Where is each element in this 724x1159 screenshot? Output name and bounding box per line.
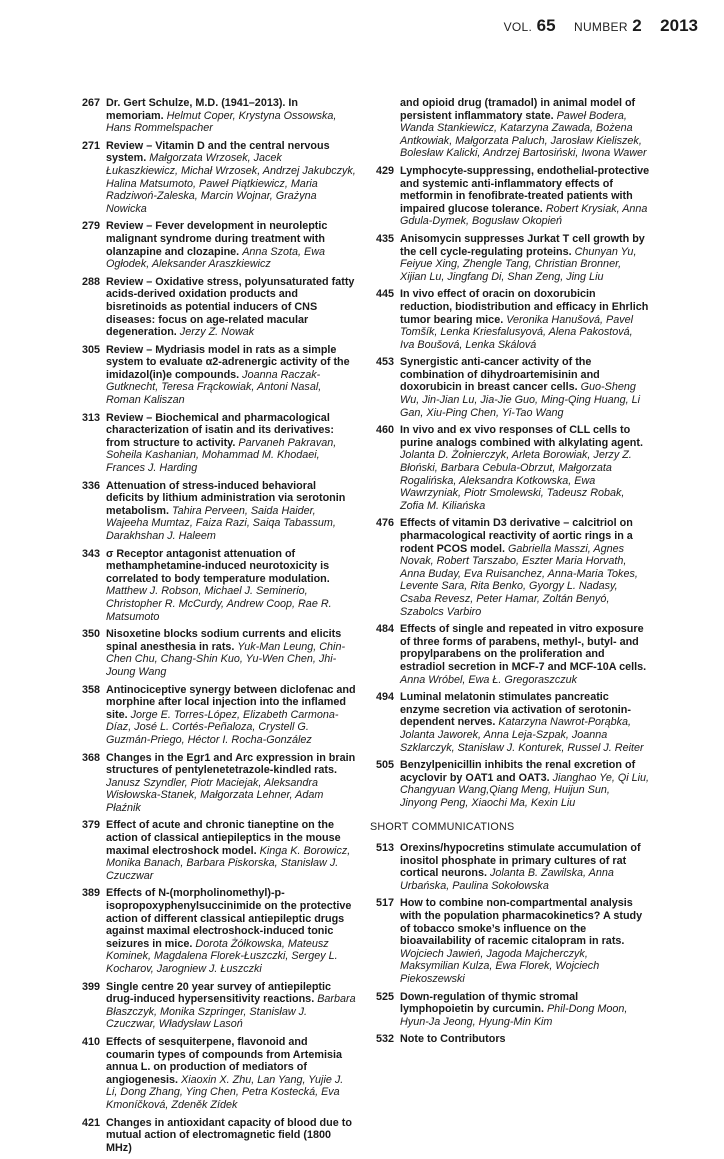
- toc-entry-text: [106, 684, 356, 747]
- article-authors: Joanna Raczak-Gutknecht, Teresa Frąckowiak, Antoni Nasal, Roman Kaliszan: [106, 368, 322, 407]
- toc-entry: [372, 759, 650, 809]
- toc-entry-text: [106, 887, 356, 975]
- toc-page-number: 445: [375, 288, 394, 301]
- article-title: Orexins/hypocretins stimulate accumulation of inositol phosphate in primary cultures of rat cortical neurons.: [400, 842, 641, 880]
- toc-entry: [78, 140, 356, 216]
- article-authors: Xiaoxin X. Zhu, Lan Yang, Yujie J. Li, Dong Zhang, Ying Chen, Petra Kostecká, Eva Kmoníčková, Zdeněk Zídek: [106, 1073, 344, 1111]
- number-label: NUMBER: [573, 20, 628, 34]
- toc-entry-text: [400, 691, 650, 754]
- toc-entry: [78, 819, 356, 882]
- toc-entry: [78, 480, 356, 543]
- article-authors: Małgorzata Wrzosek, Jacek Łukaszkiewicz, Michał Wrzosek, Andrzej Jakubczyk, Halina Matsumoto, Paweł Piątkiewicz, Maria Radziwoń-Zaleska, Marcin Wojnar, Grażyna Nowicka: [106, 152, 356, 215]
- toc-entry-text: [400, 991, 650, 1029]
- article-authors: Jolanta D. Żołnierczyk, Arleta Borowiak, Jerzy Z. Błoński, Barbara Cebula-Obrzut, Małgorzata Rogalińska, Aleksandra Kotkowska, Ewa Wawrzyniak, Piotr Smolewski, Tadeusz Robak, Zofia M. Kiliańska: [400, 449, 632, 512]
- issue-number: 2: [632, 16, 642, 35]
- article-title: Down-regulation of thymic stromal lymphopoietin by curcumin.: [400, 990, 579, 1016]
- toc-entry-text: [106, 276, 356, 339]
- article-title: Antinociceptive synergy between diclofenac and morphine after local injection into the inflamed site.: [106, 683, 356, 721]
- toc-entry-text: [400, 165, 650, 228]
- article-authors: Dorota Żółkowska, Mateusz Kominek, Magdalena Florek-Łuszczki, Sergey L. Kocharov, Jarogniew J. Łuszczki: [106, 937, 338, 975]
- toc-page-number: 399: [81, 980, 100, 993]
- toc-entry-text: [106, 819, 356, 882]
- article-authors: Barbara Błaszczyk, Monika Szpringer, Stanisław J. Czuczwar, Władysław Lasoń: [106, 993, 356, 1031]
- toc-page-number: 358: [81, 683, 100, 696]
- article-title: Review – Mydriasis model in rats as a simple system to evaluate α2-adrenergic activity of the imidazol(in)e compounds.: [106, 343, 350, 381]
- toc-page-number: 271: [81, 139, 100, 152]
- article-authors: Katarzyna Nawrot-Porąbka, Jolanta Jaworek, Anna Leja-Szpak, Joanna Szklarczyk, Stanisław J. Konturek, Russel J. Reiter: [400, 716, 644, 754]
- article-title: Review – Fever development in neuroleptic malignant syndrome during treatment with olanzapine and clozapine.: [106, 220, 328, 258]
- toc-entry-text: [400, 842, 650, 892]
- toc-entry: [372, 97, 650, 160]
- article-title: Anisomycin suppresses Jurkat T cell growth by the cell cycle-regulating proteins.: [400, 232, 645, 258]
- volume-number: 65: [536, 16, 556, 35]
- toc-page-number: 453: [375, 356, 394, 369]
- toc-entry-text: [106, 480, 356, 543]
- toc-page-number: 305: [81, 343, 100, 356]
- toc-entry-text: [106, 412, 356, 475]
- article-authors: Chunyan Yu, Feiyue Xing, Zhengle Tang, Christian Bronner, Xijian Lu, Jingfang Di, Shan Zeng, Jing Liu: [400, 245, 637, 283]
- toc-entry: [78, 684, 356, 747]
- section-heading-short-communications: SHORT COMMUNICATIONS: [370, 821, 515, 834]
- toc-entry: [372, 517, 650, 618]
- contents-left-column: [78, 97, 356, 1159]
- toc-entry-text: [400, 897, 650, 985]
- toc-page-number: 288: [81, 275, 100, 288]
- toc-entry-text: [106, 752, 356, 815]
- article-title: Attenuation of stress-induced behavioral deficits by lithium administration via serotonin metabolism.: [106, 479, 346, 517]
- toc-page-number: 267: [81, 97, 100, 109]
- toc-entry-text: [400, 623, 650, 686]
- toc-entry: [372, 424, 650, 512]
- article-authors: Jerzy Z. Nowak: [179, 326, 255, 339]
- article-title: Lymphocyte-suppressing, endothelial-protective and systemic anti-inflammatory effects of metformin in fenofibrate-treated patients with impaired glucose tolerance.: [400, 164, 650, 215]
- short-communications-list: [372, 842, 650, 1046]
- article-authors: Phil-Dong Moon, Hyun-Ja Jeong, Hyung-Min Kim: [400, 1003, 628, 1028]
- research-articles-continued: [372, 97, 650, 809]
- toc-entry: [78, 1036, 356, 1112]
- toc-entry-text: [106, 981, 356, 1031]
- article-authors: Paweł Bodera, Wanda Stankiewicz, Katarzyna Zawada, Bożena Antkowiak, Małgorzata Paluch, Jarosław Kieliszek, Bolesław Kalicki, Andrzej Bartosiński, Iwona Wawer: [400, 109, 647, 160]
- toc-page-number: 513: [375, 842, 394, 855]
- toc-entry: [78, 220, 356, 270]
- toc-page-number: 279: [81, 220, 100, 233]
- toc-entry-text: [106, 1117, 356, 1155]
- article-title: Effects of sesquiterpene, flavonoid and coumarin types of compounds from Artemisia annua L. on production of mediators of angiogenesis.: [106, 1035, 342, 1086]
- issue-year: 2013: [660, 16, 698, 35]
- article-authors: Wojciech Jawień, Jagoda Majcherczyk, Maksymilian Kulza, Ewa Florek, Wojciech Piekoszewski: [400, 947, 600, 985]
- toc-entry: [78, 628, 356, 678]
- article-title: In vivo and ex vivo responses of CLL cells to purine analogs combined with alkylating agent.: [400, 424, 643, 449]
- toc-page-number: 313: [81, 411, 100, 424]
- toc-page-number: 435: [375, 232, 394, 245]
- article-authors: Guo-Sheng Wu, Jin-Jian Lu, Jia-Jie Guo, Ming-Qing Huang, Li Gan, Xiu-Ping Chen, Yi-Tao Wang: [400, 381, 641, 419]
- toc-entry: [78, 276, 356, 339]
- toc-entry: [78, 981, 356, 1031]
- toc-entry-text: [400, 233, 650, 283]
- toc-entry: [372, 991, 650, 1029]
- toc-page-number: 350: [81, 628, 100, 641]
- toc-entry-text: [106, 628, 356, 678]
- toc-entry: [372, 165, 650, 228]
- article-authors: Robert Krysiak, Anna Gdula-Dymek, Bogusław Okopień: [400, 202, 648, 228]
- article-authors: Matthew J. Robson, Michael J. Seminerio, Christopher R. McCurdy, Andrew Coop, Rae R. Matsumoto: [106, 585, 332, 623]
- toc-entry: [78, 752, 356, 815]
- toc-page-number: 525: [375, 990, 394, 1003]
- toc-entry-text: [106, 97, 356, 135]
- article-authors: Tahira Perveen, Saida Haider, Wajeeha Mumtaz, Faiza Razi, Saiqa Tabassum, Darakhshan J. Haleem: [106, 504, 336, 542]
- article-title: Effect of acute and chronic tianeptine on the action of classical antiepileptics in the mouse maximal electroshock model.: [106, 819, 341, 857]
- toc-page-number: 368: [81, 751, 100, 764]
- article-authors: Kinga K. Borowicz, Monika Banach, Barbara Piskorska, Stanisław J. Czuczwar: [106, 844, 351, 882]
- article-authors: Jianghao Ye, Qi Liu, Changyuan Wang,Qiang Meng, Huijun Sun, Jinyong Peng, Xiaochi Ma, Kexin Liu: [400, 771, 650, 809]
- article-title: Changes in antioxidant capacity of blood due to mutual action of electromagnetic field (1800 MHz): [106, 1116, 352, 1154]
- article-authors: Parvaneh Pakravan, Soheila Kashanian, Mohammad M. Khodaei, Frances J. Harding: [106, 436, 337, 475]
- article-authors: Helmut Coper, Krystyna Ossowska, Hans Rommelspacher: [106, 109, 337, 135]
- article-authors: Jolanta B. Zawilska, Anna Urbańska, Paulina Sokołowska: [400, 867, 614, 892]
- toc-page-number: 476: [375, 517, 394, 530]
- toc-page-number: 421: [81, 1116, 100, 1129]
- toc-page-number: 379: [81, 819, 100, 832]
- toc-entry: [78, 97, 356, 135]
- toc-entry: [78, 887, 356, 975]
- toc-entry: [372, 356, 650, 419]
- toc-entry-text: [400, 759, 650, 809]
- article-title: How to combine non-compartmental analysis with the population pharmacokinetics? A study of tobacco smoke’s influence on the bioavailability of racemic citalopram in rats.: [400, 897, 643, 948]
- toc-page-number: 460: [375, 424, 394, 437]
- contents-right-column: [372, 97, 650, 1051]
- article-authors: Jorge E. Torres-López, Elizabeth Carmona-Díaz, José L. Cortés-Peñaloza, Crystell G. Guzmán-Priego, Héctor I. Rocha-González: [106, 708, 339, 746]
- article-authors: Janusz Szyndler, Piotr Maciejak, Aleksandra Wisłowska-Stanek, Małgorzata Lehner, Adam Płaźnik: [106, 776, 324, 814]
- toc-entry: [372, 897, 650, 985]
- toc-entry: [78, 344, 356, 407]
- article-authors: Anna Szota, Ewa Ogłodek, Aleksander Araszkiewicz: [106, 245, 326, 271]
- toc-entry-text: [400, 97, 650, 160]
- toc-entry: [372, 1033, 650, 1046]
- toc-page-number: 343: [81, 547, 100, 560]
- article-title: Nisoxetine blocks sodium currents and elicits spinal anesthesia in rats.: [106, 628, 342, 653]
- toc-entry: [372, 623, 650, 686]
- toc-entry-text: [400, 356, 650, 419]
- article-title: and opioid drug (tramadol) in animal model of persistent inflammatory state.: [400, 97, 636, 122]
- toc-entry: [78, 412, 356, 475]
- article-authors: Veronika Hanušová, Pavel Tomšík, Lenka Kriesfalusyová, Alena Pakostová, Iva Boušová, Lenka Skálová: [400, 313, 634, 351]
- toc-page-number: 429: [375, 164, 394, 177]
- toc-entry-text: [106, 344, 356, 407]
- article-title: Single centre 20 year survey of antiepileptic drug-induced hypersensitivity reactions.: [106, 980, 332, 1006]
- toc-page-number: 505: [375, 759, 394, 772]
- article-title: Effects of vitamin D3 derivative – calcitriol on pharmacological reactivity of aortic rings in a rodent PCOS model.: [400, 517, 633, 555]
- toc-page-number: [372, 97, 400, 160]
- volume-label: VOL.: [503, 20, 533, 34]
- article-authors: Anna Wróbel, Ewa Ł. Gregoraszczuk: [400, 673, 578, 686]
- article-authors: Yuk-Man Leung, Chin-Chen Chu, Chang-Shin Kuo, Yu-Wen Chen, Jhi-Joung Wang: [106, 640, 346, 678]
- toc-entry: [372, 842, 650, 892]
- article-title: Note to Contributors: [400, 1033, 506, 1046]
- toc-entry: [372, 233, 650, 283]
- toc-page-number: 517: [375, 897, 394, 910]
- article-authors: Gabriella Masszi, Agnes Novak, Robert Tarszabo, Eszter Maria Horvath, Anna Buday, Eva Ruisanchez, Anna-Maria Tokes, Levente Sara, Rita Benko, Gyorgy L. Nadasy, Csaba Revesz, Peter Hamar, Zoltán Benyó, Szabolcs Varbiro: [400, 542, 638, 618]
- article-title: Review – Vitamin D and the central nervous system.: [106, 139, 330, 165]
- toc-page-number: 410: [81, 1035, 100, 1048]
- toc-entry-text: [400, 424, 650, 512]
- toc-entry: [78, 1117, 356, 1155]
- toc-entry-text: [400, 1033, 650, 1046]
- article-title: Changes in the Egr1 and Arc expression in brain structures of pentylenetetrazole-kindled rats.: [106, 751, 356, 777]
- toc-page-number: 336: [81, 479, 100, 492]
- article-title: Review – Biochemical and pharmacological characterization of isatin and its derivatives: from structure to activity.: [106, 411, 335, 449]
- toc-entry: [372, 288, 650, 351]
- article-title: Review – Oxidative stress, polyunsaturated fatty acids-derived oxidation products and bisretinoids as potential inducers of CNS diseases: focus on age-related macular degeneration.: [106, 275, 355, 339]
- toc-entry-text: [106, 548, 356, 624]
- article-title: Luminal melatonin stimulates pancreatic enzyme secretion via activation of serotonin-dependent nerves.: [400, 691, 631, 729]
- toc-entry: [78, 548, 356, 624]
- journal-masthead: [504, 16, 698, 36]
- article-title: Benzylpenicillin inhibits the renal excretion of acyclovir by OAT1 and OAT3.: [400, 759, 636, 784]
- toc-page-number: 484: [375, 623, 394, 636]
- toc-page-number: 532: [375, 1033, 394, 1046]
- article-title: Effects of single and repeated in vitro exposure of three forms of parabens, methyl-, butyl- and propylparabens on the proliferation and estradiol secretion in MCF-7 and MCF-10A cells.: [400, 623, 647, 673]
- article-title: Dr. Gert Schulze, M.D. (1941–2013). In memoriam.: [106, 97, 299, 122]
- toc-entry-text: [106, 140, 356, 216]
- toc-entry-text: [400, 288, 650, 351]
- toc-entry-text: [400, 517, 650, 618]
- toc-entry: [372, 691, 650, 754]
- toc-entry-text: [106, 1036, 356, 1112]
- article-title: Synergistic anti-cancer activity of the combination of dihydroartemisinin and doxorubicin in breast cancer cells.: [400, 356, 600, 394]
- article-title: In vivo effect of oracin on doxorubicin reduction, biodistribution and efficacy in Ehrlich tumor bearing mice.: [400, 288, 649, 326]
- toc-page-number: 389: [81, 887, 100, 900]
- toc-page-number: 494: [375, 691, 394, 704]
- article-title: Effects of N-(morpholinomethyl)-p-isopropoxyphenylsuccinimide on the protective action of different classical antiepileptic drugs against maximal electroshock-induced tonic seizures in mice.: [106, 887, 352, 950]
- article-title: σ Receptor antagonist attenuation of methamphetamine-induced neurotoxicity is correlated to body temperature modulation.: [106, 547, 330, 585]
- toc-entry-text: [106, 220, 356, 270]
